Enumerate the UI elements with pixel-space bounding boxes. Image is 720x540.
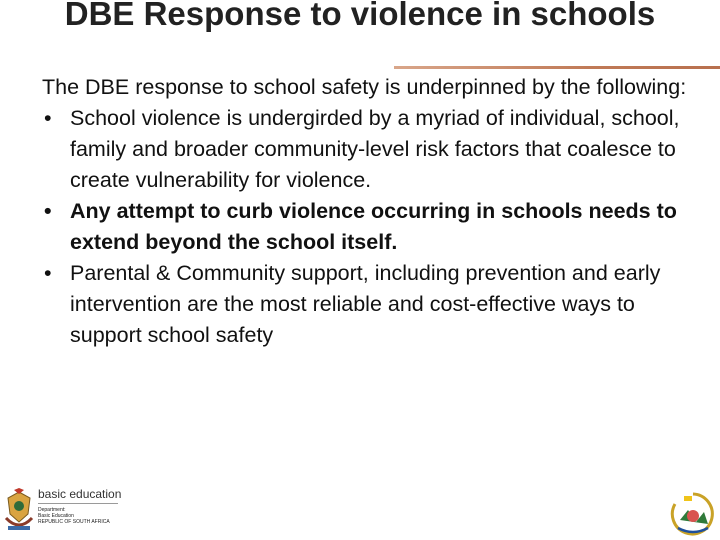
bullet-list [42,103,702,351]
logo-line-2: Basic Education [38,513,74,519]
bullet-text: School violence is undergirded by a myriad of individual, school, family and broader community-level risk factors that coalesce to create vulnerability for violence. [70,106,680,192]
bullet-dot: • [44,106,52,130]
slide-title: DBE Response to violence in schools [64,0,656,32]
bullet-dot: • [44,199,52,223]
title-underline [394,66,720,69]
logo-line-1: Department: [38,507,66,513]
anniversary-emblem-icon [670,490,716,538]
logo-brand: basic education [38,487,122,501]
bullet-text: Parental & Community support, including prevention and early intervention are the most reliable and cost-effective ways to support school safety [70,261,661,347]
logo-divider [38,503,118,504]
bullet-item [42,196,702,258]
bullet-item [42,103,702,196]
logo-line-3: REPUBLIC OF SOUTH AFRICA [38,519,110,525]
department-text [38,488,121,525]
bullet-text: Any attempt to curb violence occurring in schools needs to extend beyond the school itself. [70,199,677,254]
bullet-item [42,258,702,351]
bullet-dot: • [44,261,52,285]
slide-body [42,72,702,351]
coat-of-arms-icon [2,488,36,536]
intro-text: The DBE response to school safety is underpinned by the following: [42,75,687,99]
department-logo [0,488,130,540]
